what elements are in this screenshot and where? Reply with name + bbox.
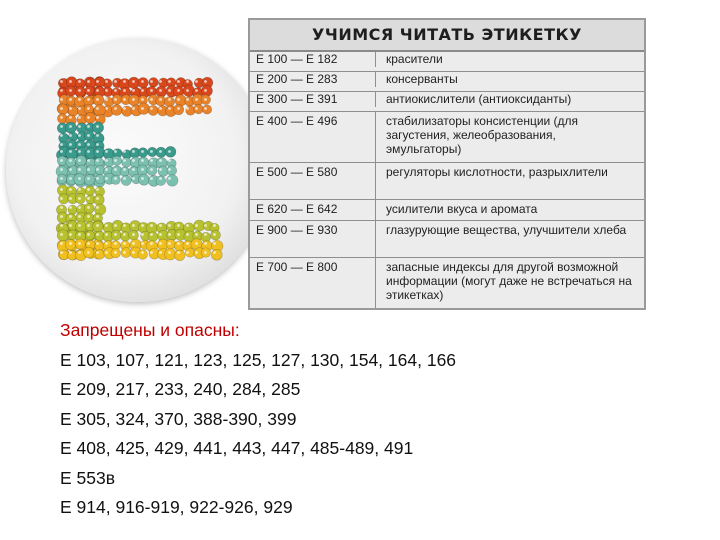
candy-highlight bbox=[159, 80, 162, 83]
candy-highlight bbox=[168, 107, 171, 110]
candy-highlight bbox=[141, 242, 144, 245]
candy-dot bbox=[84, 174, 95, 185]
candy-highlight bbox=[105, 89, 108, 92]
table-row bbox=[250, 258, 644, 308]
candy-highlight bbox=[141, 251, 144, 254]
candy-highlight bbox=[123, 159, 126, 162]
candy-highlight bbox=[87, 242, 90, 245]
candy-dot bbox=[85, 112, 96, 123]
candy-highlight bbox=[168, 168, 171, 171]
candy-highlight bbox=[87, 188, 90, 191]
candy-highlight bbox=[105, 98, 108, 101]
candy-highlight bbox=[186, 224, 189, 227]
candy-highlight bbox=[87, 159, 90, 162]
candy-highlight bbox=[132, 98, 135, 101]
candy-highlight bbox=[60, 98, 63, 101]
candy-highlight bbox=[78, 150, 81, 153]
candy-highlight bbox=[69, 188, 72, 191]
candy-highlight bbox=[150, 233, 153, 236]
dangerous-additives-list bbox=[60, 316, 456, 523]
code-description: регуляторы кислотности, разрыхлители bbox=[386, 165, 608, 179]
candy-highlight bbox=[159, 159, 162, 162]
table-row bbox=[250, 163, 644, 200]
candy-highlight bbox=[213, 242, 216, 245]
candy-highlight bbox=[87, 251, 90, 254]
candy-highlight bbox=[123, 224, 126, 227]
dangerous-line: Е 553в bbox=[60, 467, 116, 488]
candy-highlight bbox=[105, 224, 108, 227]
candy-highlight bbox=[186, 107, 189, 110]
candy-highlight bbox=[96, 197, 99, 200]
candy-highlight bbox=[60, 233, 63, 236]
candy-highlight bbox=[69, 206, 72, 209]
candy-highlight bbox=[60, 251, 63, 254]
candy-highlight bbox=[78, 188, 81, 191]
candy-highlight bbox=[78, 134, 81, 137]
candy-highlight bbox=[132, 168, 135, 171]
table-title: УЧИМСЯ ЧИТАТЬ ЭТИКЕТКУ bbox=[250, 20, 644, 52]
candy-highlight bbox=[132, 80, 135, 83]
candy-highlight bbox=[96, 80, 99, 83]
candy-highlight bbox=[168, 242, 171, 245]
candy-highlight bbox=[69, 143, 72, 146]
candy-highlight bbox=[78, 116, 81, 119]
candy-highlight bbox=[132, 89, 135, 92]
candy-dot bbox=[121, 248, 131, 258]
candy-highlight bbox=[78, 159, 81, 162]
candy-dot bbox=[167, 175, 179, 187]
candy-highlight bbox=[69, 125, 72, 128]
candy-highlight bbox=[141, 107, 144, 110]
candy-highlight bbox=[96, 143, 99, 146]
candy-highlight bbox=[96, 251, 99, 254]
candy-highlight bbox=[195, 98, 198, 101]
candy-highlight bbox=[213, 224, 216, 227]
candy-highlight bbox=[87, 168, 90, 171]
candy-highlight bbox=[141, 89, 144, 92]
candy-highlight bbox=[114, 251, 117, 254]
candy-highlight bbox=[159, 107, 162, 110]
candy-highlight bbox=[60, 159, 63, 162]
candy-highlight bbox=[69, 98, 72, 101]
candy-highlight bbox=[60, 80, 63, 83]
candy-highlight bbox=[69, 242, 72, 245]
candy-highlight bbox=[204, 242, 207, 245]
candy-highlight bbox=[87, 177, 90, 180]
table-row bbox=[250, 112, 644, 163]
candy-highlight bbox=[60, 116, 63, 119]
candy-highlight bbox=[132, 107, 135, 110]
candy-highlight bbox=[159, 89, 162, 92]
candy-highlight bbox=[177, 98, 180, 101]
candy-highlight bbox=[141, 168, 144, 171]
candy-highlight bbox=[159, 251, 162, 254]
candy-highlight bbox=[204, 107, 207, 110]
candy-highlight bbox=[69, 150, 72, 153]
candy-dot bbox=[149, 78, 159, 88]
candy-highlight bbox=[159, 233, 162, 236]
candy-highlight bbox=[114, 233, 117, 236]
candy-dot bbox=[68, 205, 77, 214]
candy-highlight bbox=[195, 89, 198, 92]
candy-highlight bbox=[96, 177, 99, 180]
candy-highlight bbox=[123, 233, 126, 236]
code-range: Е 300 — Е 391 bbox=[250, 92, 376, 107]
candy-dot bbox=[211, 249, 222, 260]
candy-highlight bbox=[114, 150, 117, 153]
candy-highlight bbox=[123, 89, 126, 92]
candy-highlight bbox=[186, 242, 189, 245]
candy-dot bbox=[85, 231, 94, 240]
candy-highlight bbox=[141, 98, 144, 101]
candy-highlight bbox=[141, 233, 144, 236]
candy-highlight bbox=[60, 197, 63, 200]
candy-dot bbox=[94, 147, 105, 158]
candy-highlight bbox=[204, 251, 207, 254]
candy-dot bbox=[59, 194, 69, 204]
candy-highlight bbox=[60, 134, 63, 137]
candy-highlight bbox=[60, 125, 63, 128]
candy-highlight bbox=[96, 107, 99, 110]
candy-highlight bbox=[123, 177, 126, 180]
candy-dot bbox=[95, 250, 105, 260]
candy-dot bbox=[112, 156, 121, 165]
candy-highlight bbox=[78, 143, 81, 146]
code-description: консерванты bbox=[386, 72, 458, 86]
dangerous-line: Е 914, 916-919, 922-926, 929 bbox=[60, 497, 293, 517]
candy-dot bbox=[148, 232, 158, 242]
dangerous-line: Е 408, 425, 429, 441, 443, 447, 485-489, 491 bbox=[60, 438, 414, 458]
candy-highlight bbox=[150, 224, 153, 227]
code-range: Е 620 — Е 642 bbox=[250, 200, 376, 220]
candy-highlight bbox=[96, 188, 99, 191]
candy-highlight bbox=[132, 224, 135, 227]
candy-highlight bbox=[87, 134, 90, 137]
candy-highlight bbox=[195, 224, 198, 227]
code-description: стабилизаторы консистенции (для загустения, желеобразования, эмульгаторы) bbox=[386, 114, 579, 156]
candy-highlight bbox=[123, 251, 126, 254]
candy-highlight bbox=[69, 168, 72, 171]
code-description: усилители вкуса и аромата bbox=[386, 202, 538, 216]
candy-highlight bbox=[213, 251, 216, 254]
code-range: Е 400 — Е 496 bbox=[250, 112, 376, 162]
candy-highlight bbox=[114, 80, 117, 83]
candy-highlight bbox=[78, 215, 81, 218]
candy-highlight bbox=[159, 177, 162, 180]
candy-highlight bbox=[78, 98, 81, 101]
candy-highlight bbox=[123, 98, 126, 101]
candy-highlight bbox=[123, 107, 126, 110]
candy-highlight bbox=[168, 159, 171, 162]
candy-highlight bbox=[60, 143, 63, 146]
candy-highlight bbox=[177, 242, 180, 245]
dangerous-line: Е 305, 324, 370, 388-390, 399 bbox=[60, 408, 297, 429]
candy-highlight bbox=[96, 233, 99, 236]
candy-highlight bbox=[132, 233, 135, 236]
candy-highlight bbox=[195, 233, 198, 236]
candy-highlight bbox=[78, 107, 81, 110]
candy-highlight bbox=[87, 125, 90, 128]
candy-highlight bbox=[87, 233, 90, 236]
candy-highlight bbox=[186, 98, 189, 101]
code-range: Е 500 — Е 580 bbox=[250, 163, 376, 199]
candy-dot bbox=[58, 104, 69, 115]
dangerous-line: Е 103, 107, 121, 123, 125, 127, 130, 154, 164, 166 bbox=[60, 349, 457, 370]
candy-highlight bbox=[78, 89, 81, 92]
candy-highlight bbox=[150, 107, 153, 110]
candy-highlight bbox=[168, 177, 171, 180]
candy-highlight bbox=[69, 215, 72, 218]
candy-highlight bbox=[105, 150, 108, 153]
candy-dot bbox=[167, 166, 177, 176]
candy-dot bbox=[57, 230, 68, 241]
code-range: Е 700 — Е 800 bbox=[250, 258, 376, 308]
candy-highlight bbox=[213, 233, 216, 236]
candy-highlight bbox=[96, 215, 99, 218]
candy-highlight bbox=[69, 89, 72, 92]
letter-e-plate-image bbox=[6, 38, 270, 302]
candy-highlight bbox=[105, 233, 108, 236]
code-range: Е 100 — Е 182 bbox=[250, 52, 376, 67]
candy-highlight bbox=[78, 80, 81, 83]
candy-highlight bbox=[78, 251, 81, 254]
candy-highlight bbox=[168, 98, 171, 101]
candy-highlight bbox=[150, 242, 153, 245]
code-range: Е 200 — Е 283 bbox=[250, 72, 376, 87]
candy-highlight bbox=[159, 168, 162, 171]
candy-highlight bbox=[69, 116, 72, 119]
candy-highlight bbox=[168, 150, 171, 153]
candy-highlight bbox=[132, 159, 135, 162]
candy-dot bbox=[76, 155, 87, 166]
candy-highlight bbox=[168, 89, 171, 92]
candy-highlight bbox=[114, 107, 117, 110]
candy-highlight bbox=[87, 107, 90, 110]
candy-highlight bbox=[96, 242, 99, 245]
candy-highlight bbox=[78, 206, 81, 209]
candy-highlight bbox=[186, 80, 189, 83]
candy-highlight bbox=[114, 242, 117, 245]
candy-highlight bbox=[132, 251, 135, 254]
candy-highlight bbox=[69, 224, 72, 227]
candy-highlight bbox=[105, 242, 108, 245]
candy-highlight bbox=[87, 197, 90, 200]
candy-highlight bbox=[177, 107, 180, 110]
candy-highlight bbox=[204, 80, 207, 83]
candy-highlight bbox=[150, 98, 153, 101]
table-rows bbox=[250, 52, 644, 308]
table-row bbox=[250, 52, 644, 72]
candy-highlight bbox=[141, 80, 144, 83]
candy-highlight bbox=[159, 224, 162, 227]
candy-highlight bbox=[123, 150, 126, 153]
candy-highlight bbox=[141, 150, 144, 153]
candy-dot bbox=[174, 250, 185, 261]
candy-dot bbox=[75, 86, 85, 96]
candy-highlight bbox=[168, 80, 171, 83]
candy-highlight bbox=[87, 98, 90, 101]
candy-highlight bbox=[96, 89, 99, 92]
candy-highlight bbox=[114, 224, 117, 227]
candy-highlight bbox=[150, 150, 153, 153]
candy-highlight bbox=[87, 116, 90, 119]
table-row bbox=[250, 221, 644, 258]
candy-highlight bbox=[186, 233, 189, 236]
candy-highlight bbox=[96, 134, 99, 137]
candy-letter-e-icon bbox=[6, 38, 270, 302]
candy-highlight bbox=[87, 224, 90, 227]
candy-highlight bbox=[114, 168, 117, 171]
candy-highlight bbox=[105, 168, 108, 171]
candy-highlight bbox=[114, 177, 117, 180]
candy-highlight bbox=[69, 107, 72, 110]
candy-highlight bbox=[60, 215, 63, 218]
candy-highlight bbox=[96, 168, 99, 171]
candy-highlight bbox=[60, 206, 63, 209]
candy-highlight bbox=[87, 89, 90, 92]
code-description: запасные индексы для другой возможной информации (могут даже не встречаться на этикетках) bbox=[386, 260, 632, 302]
candy-highlight bbox=[177, 251, 180, 254]
candy-highlight bbox=[78, 197, 81, 200]
candy-highlight bbox=[159, 150, 162, 153]
candy-highlight bbox=[60, 242, 63, 245]
candy-highlight bbox=[168, 251, 171, 254]
candy-highlight bbox=[195, 80, 198, 83]
candy-highlight bbox=[78, 168, 81, 171]
candy-highlight bbox=[150, 89, 153, 92]
candy-highlight bbox=[60, 89, 63, 92]
candy-highlight bbox=[96, 206, 99, 209]
e-codes-table bbox=[248, 18, 646, 310]
candy-highlight bbox=[69, 197, 72, 200]
dangerous-line: Е 209, 217, 233, 240, 284, 285 bbox=[60, 379, 301, 399]
candy-highlight bbox=[150, 159, 153, 162]
candy-highlight bbox=[96, 125, 99, 128]
candy-highlight bbox=[69, 134, 72, 137]
candy-highlight bbox=[141, 159, 144, 162]
candy-highlight bbox=[114, 159, 117, 162]
candy-highlight bbox=[60, 188, 63, 191]
candy-highlight bbox=[87, 80, 90, 83]
candy-highlight bbox=[123, 168, 126, 171]
candy-highlight bbox=[132, 150, 135, 153]
candy-dot bbox=[166, 239, 176, 249]
table-row bbox=[250, 92, 644, 112]
candy-highlight bbox=[114, 98, 117, 101]
candy-highlight bbox=[87, 143, 90, 146]
table-row bbox=[250, 72, 644, 92]
candy-highlight bbox=[123, 242, 126, 245]
candy-highlight bbox=[204, 233, 207, 236]
candy-highlight bbox=[141, 224, 144, 227]
candy-highlight bbox=[204, 89, 207, 92]
candy-dot bbox=[122, 158, 132, 168]
candy-dot bbox=[138, 174, 149, 185]
dangerous-title: Запрещены и опасны: bbox=[60, 320, 240, 340]
candy-dot bbox=[148, 105, 158, 115]
candy-highlight bbox=[69, 233, 72, 236]
candy-highlight bbox=[195, 107, 198, 110]
candy-highlight bbox=[60, 177, 63, 180]
candy-highlight bbox=[132, 242, 135, 245]
candy-highlight bbox=[150, 251, 153, 254]
candy-highlight bbox=[78, 125, 81, 128]
candy-dot bbox=[94, 195, 105, 206]
candy-highlight bbox=[78, 224, 81, 227]
candy-highlight bbox=[69, 177, 72, 180]
code-range: Е 900 — Е 930 bbox=[250, 221, 376, 257]
candy-highlight bbox=[87, 206, 90, 209]
table-row bbox=[250, 200, 644, 221]
candy-highlight bbox=[105, 159, 108, 162]
candy-highlight bbox=[186, 251, 189, 254]
candy-highlight bbox=[105, 177, 108, 180]
code-description: глазурующие вещества, улучшители хлеба bbox=[386, 223, 627, 237]
candy-highlight bbox=[96, 116, 99, 119]
candy-highlight bbox=[186, 89, 189, 92]
candy-highlight bbox=[60, 168, 63, 171]
candy-highlight bbox=[60, 224, 63, 227]
candy-dot bbox=[111, 105, 122, 116]
candy-highlight bbox=[204, 98, 207, 101]
candy-highlight bbox=[96, 150, 99, 153]
candy-highlight bbox=[177, 224, 180, 227]
candy-highlight bbox=[60, 107, 63, 110]
candy-highlight bbox=[96, 224, 99, 227]
candy-dot bbox=[112, 95, 122, 105]
candy-dot bbox=[122, 106, 133, 117]
candy-highlight bbox=[60, 150, 63, 153]
candy-highlight bbox=[87, 215, 90, 218]
candy-dot bbox=[202, 105, 211, 114]
candy-highlight bbox=[69, 159, 72, 162]
candy-highlight bbox=[150, 80, 153, 83]
candy-dot bbox=[121, 175, 131, 185]
candy-highlight bbox=[96, 159, 99, 162]
candy-highlight bbox=[105, 251, 108, 254]
candy-highlight bbox=[204, 224, 207, 227]
candy-highlight bbox=[78, 233, 81, 236]
candy-highlight bbox=[177, 80, 180, 83]
candy-highlight bbox=[195, 251, 198, 254]
candy-highlight bbox=[105, 80, 108, 83]
candy-highlight bbox=[132, 177, 135, 180]
candy-highlight bbox=[159, 242, 162, 245]
candy-highlight bbox=[78, 242, 81, 245]
code-description: красители bbox=[386, 52, 443, 66]
candy-highlight bbox=[123, 80, 126, 83]
code-description: антиокислители (антиоксиданты) bbox=[386, 92, 572, 106]
candy-highlight bbox=[168, 224, 171, 227]
candy-dot bbox=[194, 104, 204, 114]
candy-highlight bbox=[150, 168, 153, 171]
candy-highlight bbox=[177, 89, 180, 92]
candy-highlight bbox=[177, 233, 180, 236]
candy-highlight bbox=[141, 177, 144, 180]
candy-highlight bbox=[69, 80, 72, 83]
candy-highlight bbox=[96, 98, 99, 101]
candy-highlight bbox=[87, 150, 90, 153]
candy-highlight bbox=[159, 98, 162, 101]
candy-highlight bbox=[168, 233, 171, 236]
candy-highlight bbox=[150, 177, 153, 180]
candy-highlight bbox=[69, 251, 72, 254]
candy-highlight bbox=[195, 242, 198, 245]
candy-dot bbox=[85, 186, 95, 196]
candy-highlight bbox=[114, 89, 117, 92]
candy-highlight bbox=[78, 177, 81, 180]
